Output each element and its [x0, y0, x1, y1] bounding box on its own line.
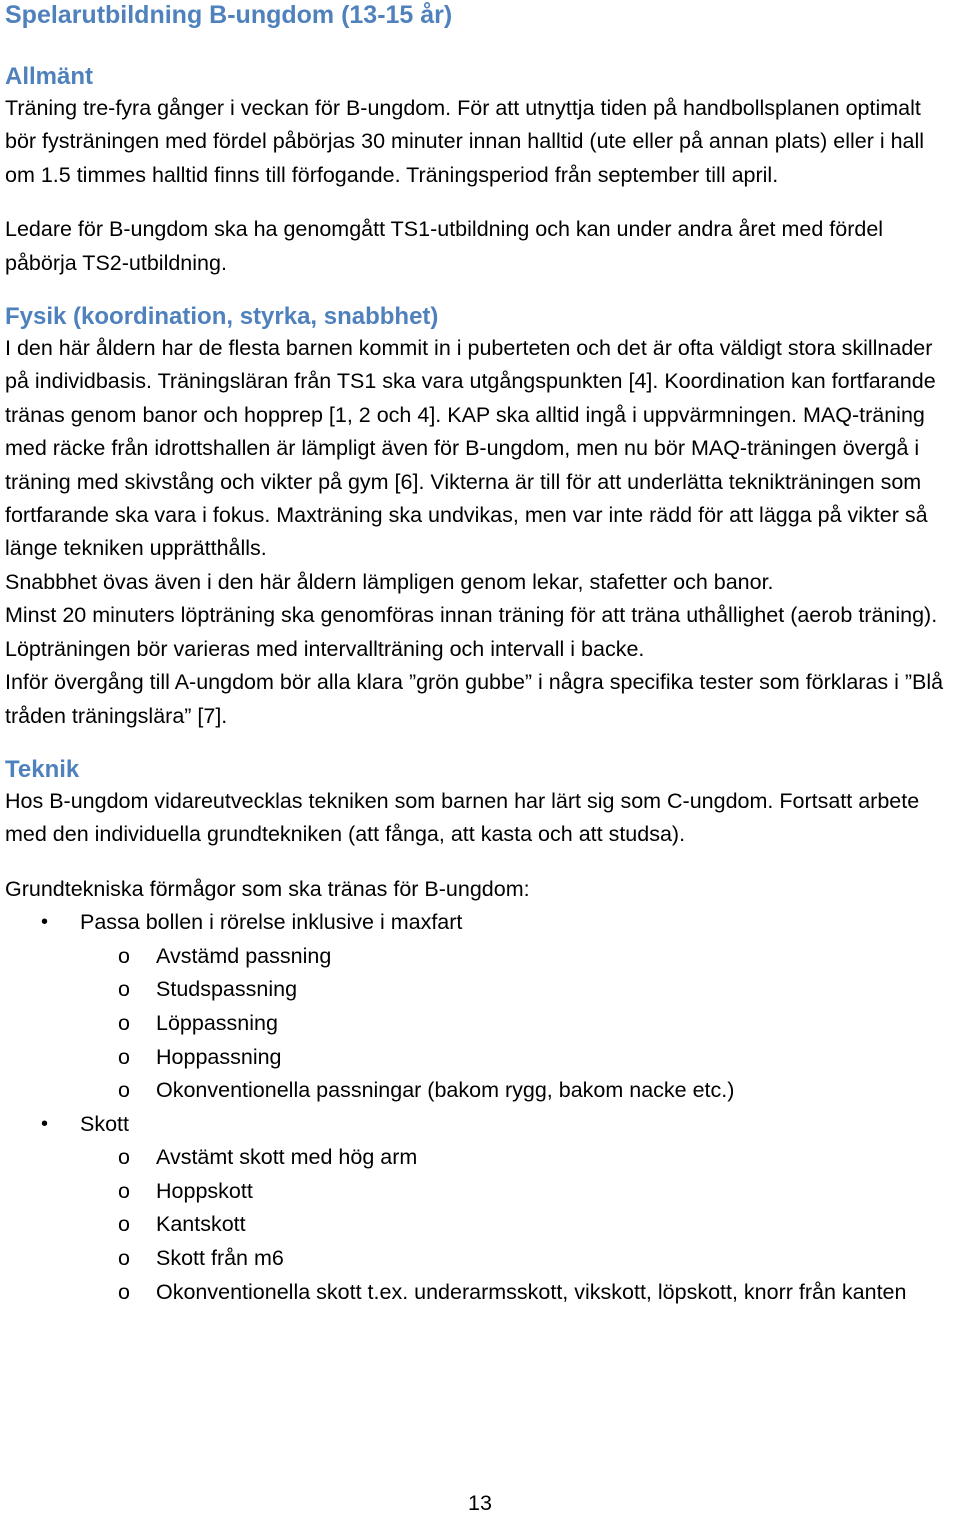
- sublist-item: [80, 1007, 955, 1041]
- circle-bullet-icon: o: [118, 1279, 130, 1304]
- sublist-item-label: Skott från m6: [156, 1246, 284, 1271]
- sublist-item-label: Kantskott: [156, 1212, 246, 1237]
- list-item: [5, 906, 955, 1108]
- sublist-item: [80, 940, 955, 974]
- list-item-label: Passa bollen i rörelse inklusive i maxfart: [80, 910, 463, 935]
- circle-bullet-icon: o: [118, 943, 130, 968]
- sublist-item: [80, 973, 955, 1007]
- bullet-icon: •: [41, 911, 49, 934]
- fysik-paragraph-3: Minst 20 minuters löpträning ska genomföras innan träning för att träna uthållighet (aerob träning). Löpträningen bör varieras med intervallträning och intervall i backe.: [5, 603, 938, 661]
- sublist-item-label: Studspassning: [156, 977, 298, 1002]
- page-title: Spelarutbildning B-ungdom (13-15 år): [5, 1, 453, 29]
- sublist-item: [80, 1276, 955, 1310]
- circle-bullet-icon: o: [118, 1212, 130, 1237]
- bullet-icon: •: [41, 1112, 49, 1135]
- sublist-item: [80, 1074, 955, 1108]
- circle-bullet-icon: o: [118, 1044, 130, 1069]
- allmant-paragraph-2: Ledare för B-ungdom ska ha genomgått TS1-utbildning och kan under andra året med fördel påbörja TS2-utbildning.: [5, 217, 884, 275]
- list-item: [5, 1108, 955, 1310]
- circle-bullet-icon: o: [118, 1178, 130, 1203]
- circle-bullet-icon: o: [118, 1145, 130, 1170]
- circle-bullet-icon: o: [118, 1246, 130, 1271]
- sublist-item: [80, 1141, 955, 1175]
- section-heading-fysik: Fysik (koordination, styrka, snabbhet): [5, 303, 439, 331]
- sublist-item: [80, 1208, 955, 1242]
- section-heading-allmant: Allmänt: [5, 63, 94, 90]
- fysik-paragraph-4: Inför övergång till A-ungdom bör alla klara ”grön gubbe” i några specifika tester som förklaras i ”Blå tråden träningslära” [7].: [5, 670, 944, 728]
- sublist-item-label: Hoppassning: [156, 1044, 282, 1069]
- sublist-item: [80, 1041, 955, 1075]
- allmant-paragraph-1: Träning tre-fyra gånger i veckan för B-ungdom. För att utnyttja tiden på handbollsplanen optimalt bör fysträningen med fördel påbörjas 30 minuter innan halltid (ute eller på annan plats) eller i hall om 1.5 timmes halltid finns till förfogande. Träningsperiod från september till april.: [5, 96, 925, 187]
- fysik-paragraph-1: I den här åldern har de flesta barnen kommit in i puberteten och det är ofta väldigt stora skillnader på individbasis. Träningsläran från TS1 ska vara utgångspunkten [4]. Koordination kan fortfarande tränas genom banor och hopprep [1, 2 och 4]. KAP ska alltid ingå i uppvärmningen. MAQ-träning med räcke från idrottshallen är lämpligt även för B-ungdom, men nu bör MAQ-träningen övergå i träning med skivstång och vikter på gym [6]. Vikterna är till för att underlätta teknikträningen som fortfarande ska vara i fokus. Maxträning ska undvikas, men var inte rädd för att lägga på vikter så länge tekniken upprätthålls.: [5, 336, 936, 561]
- document-page: [5, 0, 955, 1309]
- sublist-item-label: Avstämd passning: [156, 943, 332, 968]
- sublist: [80, 940, 955, 1108]
- sublist-item-label: Okonventionella skott t.ex. underarmsskott, vikskott, löpskott, knorr från kanten: [156, 1279, 907, 1304]
- section-heading-teknik: Teknik: [5, 755, 80, 783]
- sublist-item-label: Hoppskott: [156, 1178, 253, 1203]
- sublist-item-label: Okonventionella passningar (bakom rygg, bakom nacke etc.): [156, 1078, 735, 1103]
- fysik-paragraph-2: Snabbhet övas även i den här åldern lämpligen genom lekar, stafetter och banor.: [5, 569, 774, 594]
- page-number: 13: [468, 1491, 492, 1515]
- circle-bullet-icon: o: [118, 977, 130, 1002]
- circle-bullet-icon: o: [118, 1078, 130, 1103]
- sublist: [80, 1141, 955, 1309]
- sublist-item: [80, 1175, 955, 1209]
- list-item-label: Skott: [80, 1111, 129, 1136]
- teknik-paragraph-1: Hos B-ungdom vidareutvecklas tekniken som barnen har lärt sig som C-ungdom. Fortsatt arbete med den individuella grundtekniken (att fånga, att kasta och att studsa).: [5, 788, 920, 847]
- sublist-item: [80, 1242, 955, 1276]
- sublist-item-label: Avstämt skott med hög arm: [156, 1145, 418, 1170]
- sublist-item-label: Löppassning: [156, 1010, 278, 1035]
- technique-list: [5, 906, 955, 1309]
- teknik-paragraph-2: Grundtekniska förmågor som ska tränas för B-ungdom:: [5, 876, 530, 901]
- circle-bullet-icon: o: [118, 1010, 130, 1035]
